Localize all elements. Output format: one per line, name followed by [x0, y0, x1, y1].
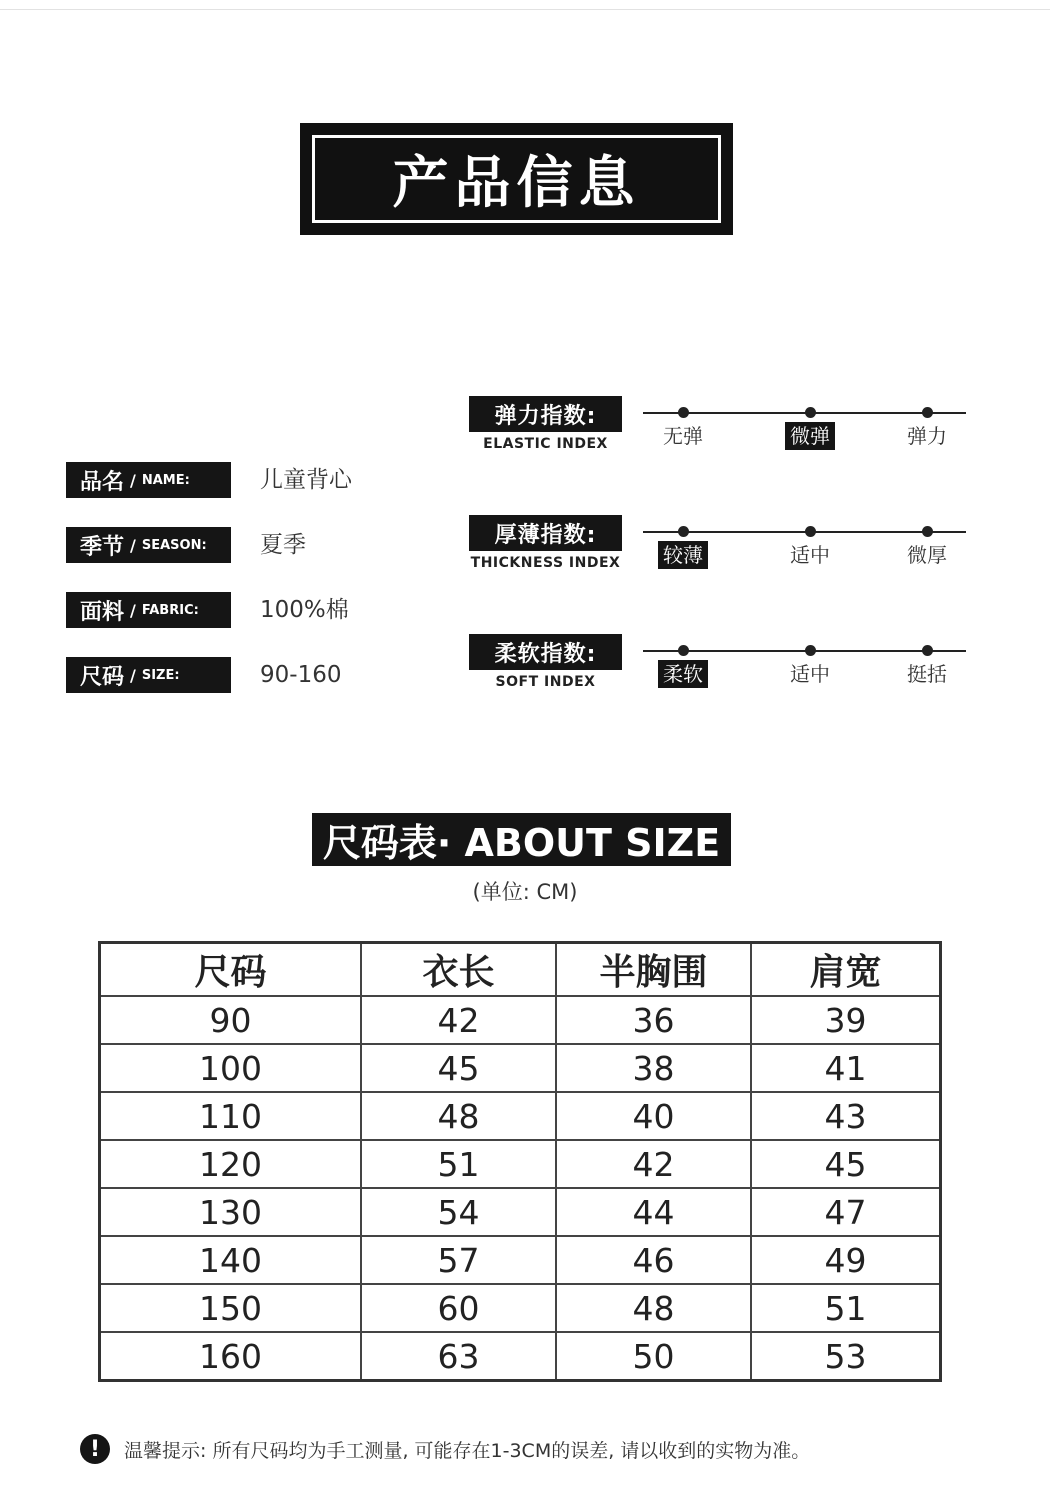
thickness-index: [469, 515, 969, 585]
table-cell: 48: [361, 1092, 556, 1140]
table-cell: 53: [751, 1332, 941, 1381]
table-cell: 110: [100, 1092, 362, 1140]
info-label: [66, 527, 231, 563]
scale-dot: [805, 526, 816, 537]
softness-index: [469, 634, 969, 704]
table-cell: 150: [100, 1284, 362, 1332]
column-header: 半胸围: [556, 943, 751, 997]
tip-note: [80, 1433, 810, 1465]
info-label: [66, 592, 231, 628]
label-separator: /: [130, 600, 136, 620]
unit-note: (单位: CM): [472, 880, 578, 904]
scale-option: 微厚: [907, 543, 947, 567]
table-cell: 44: [556, 1188, 751, 1236]
label-separator: /: [130, 470, 136, 490]
table-row: [100, 1332, 941, 1381]
table-cell: 130: [100, 1188, 362, 1236]
label-separator: /: [130, 535, 136, 555]
table-cell: 41: [751, 1044, 941, 1092]
table-cell: 100: [100, 1044, 362, 1092]
scale-option-selected: 较薄: [658, 541, 708, 569]
table-cell: 45: [361, 1044, 556, 1092]
table-row: [100, 996, 941, 1044]
index-label: 厚薄指数:: [469, 515, 622, 551]
info-label-cn: 季节: [80, 534, 125, 560]
scale-dot: [922, 645, 933, 656]
table-cell: 51: [751, 1284, 941, 1332]
table-cell: 90: [100, 996, 362, 1044]
table-cell: 47: [751, 1188, 941, 1236]
index-label-en: SOFT INDEX: [495, 674, 596, 690]
info-label-en: NAME:: [141, 472, 190, 488]
table-cell: 45: [751, 1140, 941, 1188]
info-label-cn: 面料: [80, 599, 125, 625]
size-chart-banner: 尺码表· ABOUT SIZE: [312, 813, 731, 866]
scale-option: 挺括: [907, 662, 947, 686]
index-label: 柔软指数:: [469, 634, 622, 670]
table-cell: 42: [556, 1140, 751, 1188]
info-label-en: SEASON:: [141, 537, 207, 553]
scale-option-selected: 柔软: [658, 660, 708, 688]
index-label-en: ELASTIC INDEX: [483, 436, 608, 452]
table-cell: 50: [556, 1332, 751, 1381]
table-cell: 42: [361, 996, 556, 1044]
table-row: [100, 1188, 941, 1236]
elastic-index: [469, 396, 969, 466]
info-label-cn: 尺码: [80, 664, 125, 690]
scale-dot: [678, 407, 689, 418]
scale-option: 弹力: [907, 424, 947, 448]
table-row: [100, 1284, 941, 1332]
table-cell: 38: [556, 1044, 751, 1092]
scale-option: 适中: [790, 543, 830, 567]
scale-dot: [922, 526, 933, 537]
scale-option-selected: 微弹: [785, 422, 835, 450]
size-table: [98, 941, 942, 1382]
info-label-en: SIZE:: [141, 667, 180, 683]
info-label-en: FABRIC:: [141, 602, 199, 618]
title-banner: [300, 123, 733, 235]
scale-dot: [678, 526, 689, 537]
table-cell: 48: [556, 1284, 751, 1332]
info-value: 100%棉: [260, 597, 349, 623]
info-value: 儿童背心: [260, 467, 352, 493]
scale-dot: [805, 407, 816, 418]
table-cell: 57: [361, 1236, 556, 1284]
table-cell: 51: [361, 1140, 556, 1188]
info-label: [66, 657, 231, 693]
column-header: 肩宽: [751, 943, 941, 997]
table-cell: 43: [751, 1092, 941, 1140]
table-cell: 120: [100, 1140, 362, 1188]
info-value: 90-160: [260, 662, 342, 688]
table-cell: 54: [361, 1188, 556, 1236]
table-header-row: [100, 943, 941, 997]
table-row: [100, 1044, 941, 1092]
page-title: 产品信息: [312, 135, 721, 223]
table-cell: 40: [556, 1092, 751, 1140]
scale-dot: [805, 645, 816, 656]
table-cell: 39: [751, 996, 941, 1044]
info-label-cn: 品名: [80, 469, 125, 495]
index-label-en: THICKNESS INDEX: [470, 555, 621, 571]
tip-text: 温馨提示: 所有尺码均为手工测量, 可能存在1-3CM的误差, 请以收到的实物为准。: [124, 1439, 811, 1462]
column-header: 尺码: [100, 943, 362, 997]
info-label: [66, 462, 231, 498]
table-row: [100, 1092, 941, 1140]
table-cell: 60: [361, 1284, 556, 1332]
table-cell: 46: [556, 1236, 751, 1284]
table-row: [100, 1140, 941, 1188]
table-cell: 63: [361, 1332, 556, 1381]
table-cell: 49: [751, 1236, 941, 1284]
table-row: [100, 1236, 941, 1284]
table-cell: 160: [100, 1332, 362, 1381]
scale-dot: [678, 645, 689, 656]
table-cell: 140: [100, 1236, 362, 1284]
scale-option: 适中: [790, 662, 830, 686]
info-value: 夏季: [260, 532, 306, 558]
label-separator: /: [130, 665, 136, 685]
exclamation-icon: !: [80, 1434, 110, 1464]
scale-dot: [922, 407, 933, 418]
index-label: 弹力指数:: [469, 396, 622, 432]
table-cell: 36: [556, 996, 751, 1044]
scale-option: 无弹: [663, 424, 703, 448]
column-header: 衣长: [361, 943, 556, 997]
top-divider: [0, 9, 1050, 10]
